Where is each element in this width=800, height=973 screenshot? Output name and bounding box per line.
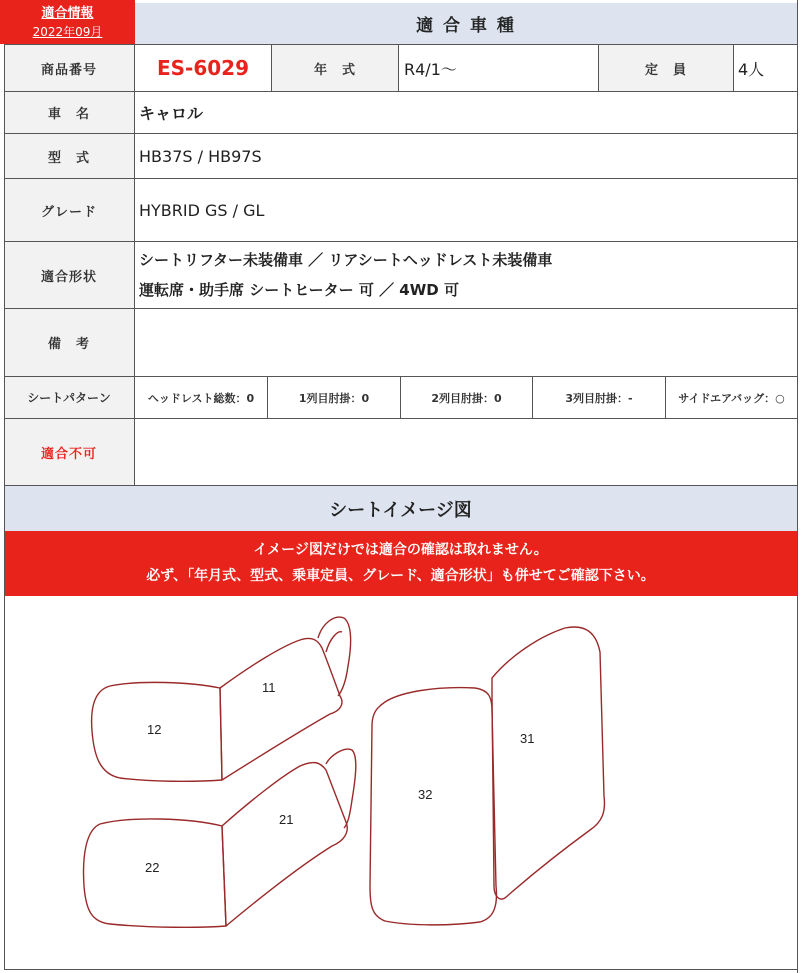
seat-pattern-item: サイドエアバッグ：○ — [678, 391, 785, 405]
seat-number-11: 11 — [262, 680, 276, 695]
model-value: HB37S / HB97S — [139, 146, 262, 166]
fit-shape-line2: 運転席・助手席 シートヒーター 可 ／ 4WD 可 — [139, 281, 459, 299]
seat-pattern-label: シートパターン — [27, 391, 111, 405]
not-fit-value — [135, 419, 795, 485]
warning-line2: 必ず、「年月式、型式、乗車定員、グレード、適合形状」も併せてご確認下さい。 — [146, 568, 655, 584]
remarks-value — [135, 309, 795, 376]
info-date: 2022年09月 — [32, 24, 103, 39]
seat-number-22: 22 — [145, 860, 160, 875]
car-name-label: 車 名 — [47, 107, 90, 122]
seat-backrest-11 — [220, 638, 342, 780]
not-fit-label: 適合不可 — [40, 446, 97, 462]
year-label: 年 式 — [313, 62, 356, 78]
grade-value: HYBRID GS / GL — [139, 200, 265, 220]
capacity-value: 4人 — [738, 59, 765, 79]
seat-headrest-front — [318, 617, 351, 696]
info-title: 適合情報 — [41, 5, 94, 21]
seat-number-31: 31 — [520, 731, 535, 746]
fit-shape-line1: シートリフター未装備車 ／ リアシートヘッドレスト未装備車 — [139, 251, 553, 269]
grade-label: グレード — [40, 204, 97, 220]
warning-line1: イメージ図だけでは適合の確認は取れません。 — [253, 542, 548, 558]
model-label: 型 式 — [47, 150, 90, 166]
capacity-label: 定 員 — [644, 62, 687, 78]
seat-number-32: 32 — [418, 787, 433, 802]
seat-number-12: 12 — [147, 722, 162, 737]
seat-backrest-21 — [222, 763, 347, 926]
seat-pattern-item: 1列目肘掛：0 — [298, 391, 370, 405]
seat-pattern-item: ヘッドレスト総数：0 — [147, 391, 255, 405]
seat-cushion-32 — [370, 688, 496, 925]
seat-diagram — [0, 596, 800, 968]
image-section-title: シートイメージ図 — [4, 486, 797, 531]
remarks-label: 備 考 — [47, 337, 90, 352]
car-name-value: キャロル — [139, 104, 204, 123]
seat-headrest-rear — [326, 749, 356, 828]
product-value: ES-6029 — [156, 56, 250, 80]
header-title: 適 合 車 種 — [135, 3, 797, 44]
seat-pattern-item: 3列目肘掛：- — [565, 391, 633, 405]
fit-shape-label: 適合形状 — [40, 269, 97, 285]
product-label: 商品番号 — [40, 62, 97, 78]
seat-backrest-31 — [492, 627, 604, 899]
seat-pattern-item: 2列目肘掛：0 — [431, 391, 502, 405]
seat-number-21: 21 — [279, 812, 294, 827]
year-value: R4/1～ — [404, 59, 457, 79]
